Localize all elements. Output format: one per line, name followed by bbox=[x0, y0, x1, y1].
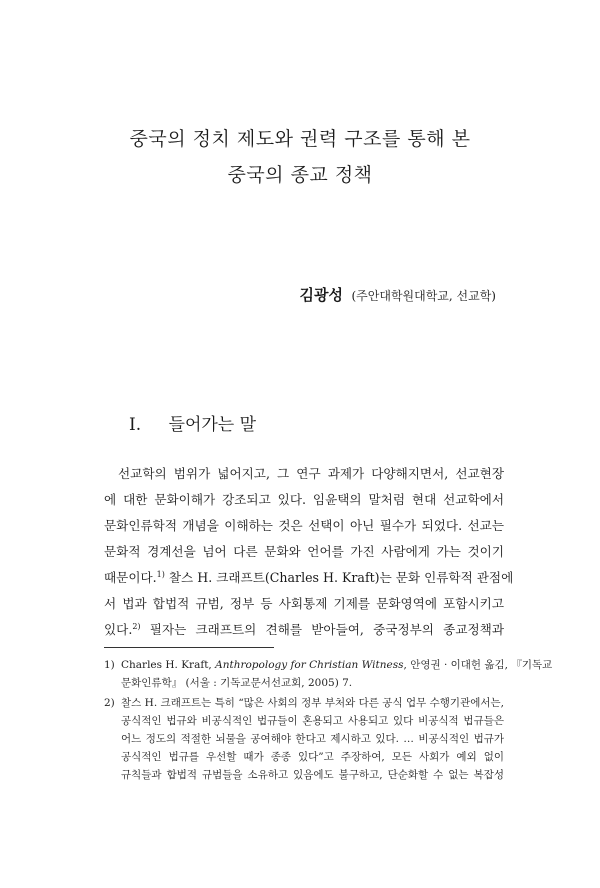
body-line-5-a: 때문이다. bbox=[104, 570, 157, 585]
body-line-1: 선교학의 범위가 넓어지고, 그 연구 과제가 다양해지면서, 선교현장 bbox=[118, 466, 504, 481]
author-block bbox=[300, 284, 496, 305]
footnote-divider bbox=[104, 647, 274, 648]
body-line-5-b: 찰스 H. 크래프트(Charles H. Kraft)는 문화 인류학적 관점에 bbox=[164, 570, 514, 585]
body-line-7-b: 필자는 크래프트의 견해를 받아들여, 중국정부의 종교정책과 bbox=[140, 622, 504, 637]
body-line-4: 문화적 경계선을 넘어 다른 문화와 언어를 가진 사람에게 가는 것이기 bbox=[104, 544, 504, 559]
section-heading bbox=[129, 410, 256, 435]
footnote-ref-1[interactable]: 1) bbox=[156, 569, 165, 579]
body-line-3: 문화인류학적 개념을 이해하는 것은 선택이 아닌 필수가 되었다. 선교는 bbox=[104, 518, 504, 533]
body-line-7 bbox=[104, 621, 504, 637]
footnote-2-line-3: 어느 정도의 적절한 뇌물을 공여해야 한다고 제시하고 있다. … 비공식적인 법규가 bbox=[121, 733, 504, 745]
footnote-1-line-2: 문화인류학』 (서울 : 기독교문서선교회, 2005) 7. bbox=[121, 677, 353, 689]
footnote-2-line-2: 공식적인 법규와 비공식적인 법규들이 혼용되고 사용되고 있다 비공식적 법규들은 bbox=[121, 715, 504, 727]
footnote-1-line-1 bbox=[121, 659, 553, 671]
section-title: 들어가는 말 bbox=[168, 415, 257, 435]
body-line-7-a: 있다. bbox=[104, 622, 133, 637]
footnote-1-author: Charles H. Kraft, bbox=[121, 659, 216, 671]
author-name: 김광성 bbox=[299, 286, 344, 304]
footnote-2-line-5: 규칙들과 합법적 규범들을 소유하고 있음에도 불구하고, 단순화할 수 없는 복잡성 bbox=[121, 769, 504, 781]
footnote-2-line-4: 공식적인 법규를 우선할 때가 종종 있다”고 주장하여, 모든 사회가 예외 없이 bbox=[121, 751, 504, 763]
footnote-2-line-1: 찰스 H. 크래프트는 특히 “많은 사회의 정부 부처와 다른 공식 업무 수행기관에서는, bbox=[121, 697, 504, 709]
author-affiliation: (주안대학원대학교, 선교학) bbox=[351, 289, 496, 303]
footnote-ref-2[interactable]: 2) bbox=[132, 621, 141, 631]
footnote-2-number: 2) bbox=[104, 697, 115, 709]
paper-title-line-2: 중국의 종교 정책 bbox=[227, 164, 373, 186]
paper-title-line-1: 중국의 정치 제도와 권력 구조를 통해 본 bbox=[129, 128, 471, 150]
footnote-1-translation: , 안영권 · 이대헌 옮김, 『기독교 bbox=[403, 659, 553, 671]
footnote-1-book-title: Anthropology for Christian Witness bbox=[215, 659, 404, 671]
body-line-5 bbox=[104, 569, 514, 585]
footnote-1-number: 1) bbox=[104, 659, 115, 671]
body-line-6: 서 법과 합법적 규범, 정부 등 사회통제 기제를 문화영역에 포함시키고 bbox=[104, 596, 504, 611]
section-number: I. bbox=[129, 415, 142, 435]
body-line-2: 에 대한 문화이해가 강조되고 있다. 임윤택의 말처럼 현대 선교학에서 bbox=[104, 492, 504, 507]
